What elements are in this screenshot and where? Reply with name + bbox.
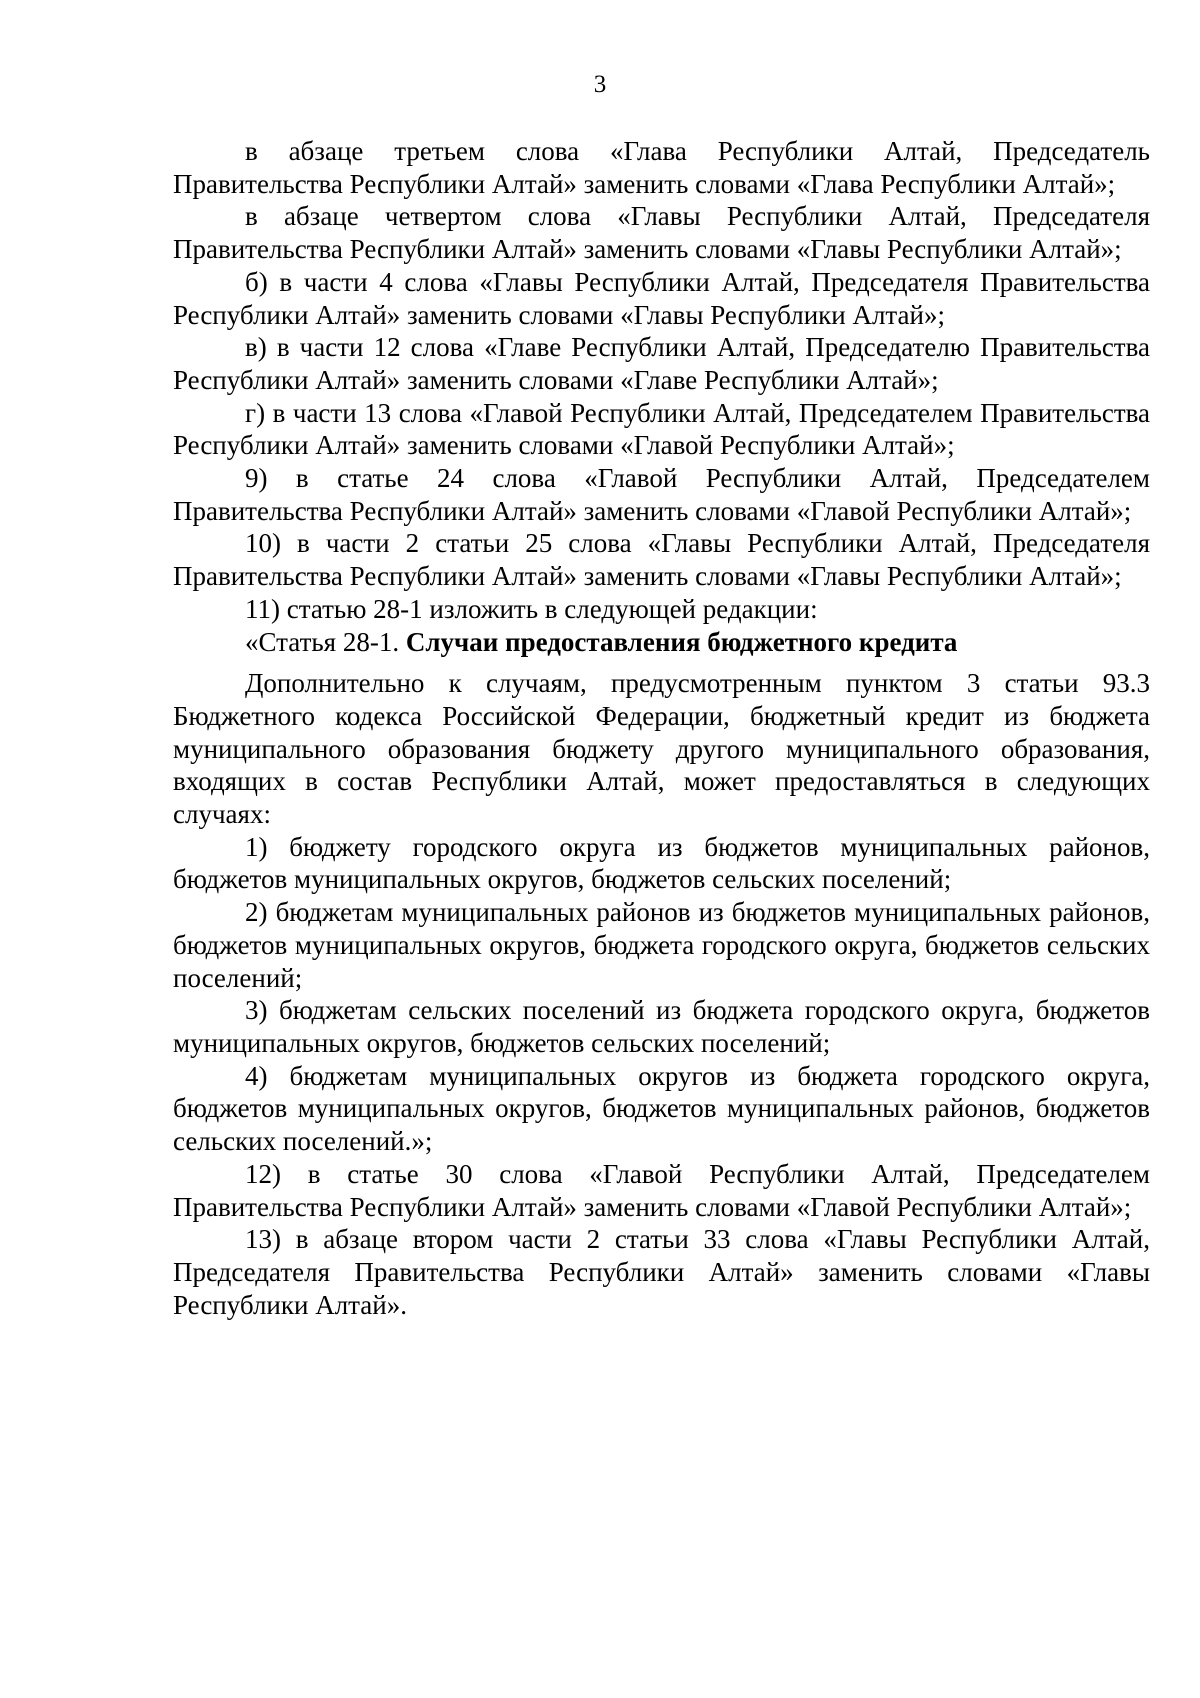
paragraph-item-12: 12) в статье 30 слова «Главой Республики Алтай, Председателем Правительства Республики Алтай» заменить словами «Главой Республики Алтай»; bbox=[173, 1158, 1150, 1222]
article-case-2: 2) бюджетам муниципальных районов из бюджетов муниципальных районов, бюджетов муниципальных округов, бюджета городского округа, бюджетов сельских поселений; bbox=[173, 897, 1150, 993]
paragraph-item-g: г) в части 13 слова «Главой Республики Алтай, Председателем Правительства Республики Алтай» заменить словами «Главой Республики Алтай»; bbox=[173, 397, 1150, 461]
paragraph-item-v: в) в части 12 слова «Главе Республики Алтай, Председателю Правительства Республики Алтай» заменить словами «Главе Республики Алтай»; bbox=[173, 332, 1150, 395]
document-body bbox=[173, 135, 1150, 1321]
article-case-3: 3) бюджетам сельских поселений из бюджета городского округа, бюджетов муниципальных округов, бюджетов сельских поселений; bbox=[173, 995, 1150, 1058]
paragraph-item-10: 10) в части 2 статьи 25 слова «Главы Республики Алтай, Председателя Правительства Республики Алтай» заменить словами «Главы Республики Алтай»; bbox=[173, 528, 1150, 592]
paragraph-item-11: 11) статью 28-1 изложить в следующей редакции: bbox=[245, 593, 818, 624]
article-heading bbox=[173, 626, 1150, 659]
paragraph-item-b: б) в части 4 слова «Главы Республики Алтай, Председателя Правительства Республики Алтай» заменить словами «Главы Республики Алтай»; bbox=[173, 266, 1150, 330]
article-heading-title: Случаи предоставления бюджетного кредита bbox=[405, 626, 958, 657]
article-heading-prefix: «Статья 28-1. bbox=[245, 626, 406, 657]
paragraph-abzac-4: в абзаце четвертом слова «Главы Республики Алтай, Председателя Правительства Республики Алтай» заменить словами «Главы Республики Алтай»; bbox=[173, 201, 1150, 265]
article-intro: Дополнительно к случаям, предусмотренным пунктом 3 статьи 93.3 Бюджетного кодекса Российской Федерации, бюджетный кредит из бюджета муниципального образования бюджету другого муниципального образования, входящих в состав Республики Алтай, может предоставляться в следующих случаях: bbox=[173, 668, 1150, 830]
paragraph-abzac-3: в абзаце третьем слова «Глава Республики Алтай, Председатель Правительства Республики Алтай» заменить словами «Глава Республики Алтай»; bbox=[173, 136, 1150, 199]
paragraph-item-9: 9) в статье 24 слова «Главой Республики Алтай, Председателем Правительства Республики Алтай» заменить словами «Главой Республики Алтай»; bbox=[173, 463, 1150, 526]
page-number: 3 bbox=[593, 71, 607, 98]
article-case-1: 1) бюджету городского округа из бюджетов муниципальных районов, бюджетов муниципальных округов, бюджетов сельских поселений; bbox=[173, 831, 1150, 895]
paragraph-item-13: 13) в абзаце втором части 2 статьи 33 слова «Главы Республики Алтай, Председателя Правительства Республики Алтай» заменить словами «Главы Республики Алтай». bbox=[173, 1224, 1150, 1320]
article-case-4: 4) бюджетам муниципальных округов из бюджета городского округа, бюджетов муниципальных округов, бюджетов муниципальных районов, бюджетов сельских поселений.»; bbox=[173, 1060, 1150, 1157]
